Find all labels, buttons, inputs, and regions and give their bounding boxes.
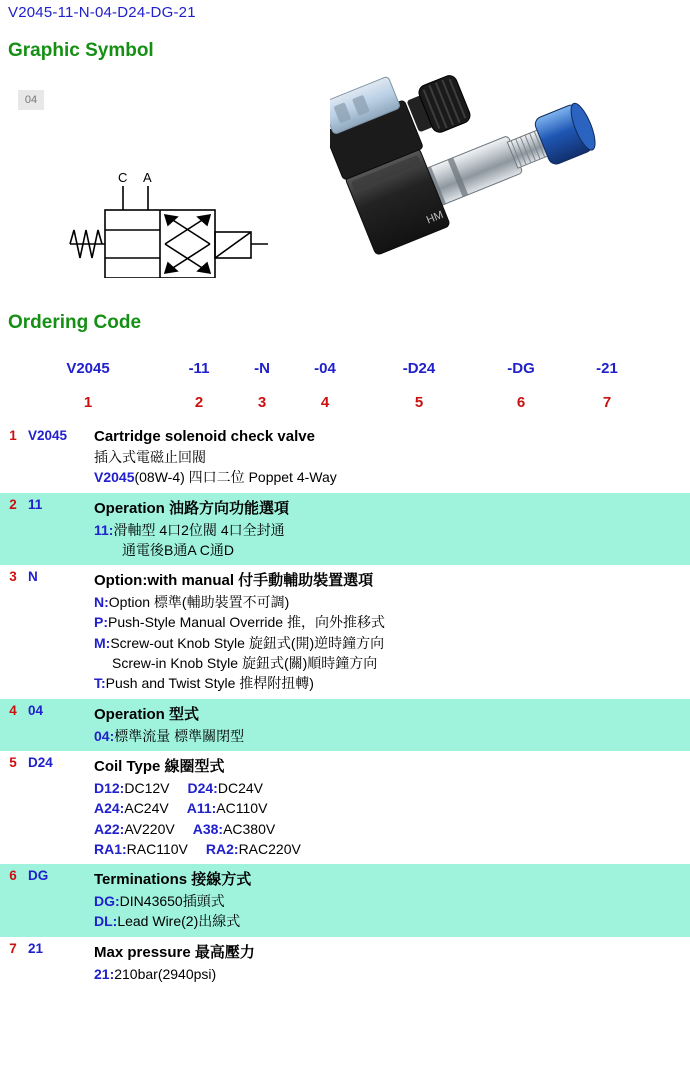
row-description-line: 04:標準流量 標準關閉型 — [94, 727, 245, 744]
option-key: D24: — [187, 779, 218, 796]
section-title-graphic-symbol: Graphic Symbol — [8, 40, 154, 61]
port-label-a: A — [143, 170, 152, 185]
hydraulic-schematic — [10, 78, 310, 278]
row-description-line: N:Option 標準(輔助裝置不可調) — [94, 594, 290, 611]
table-row — [0, 493, 690, 566]
row-description-line: 11:滑軸型 4口2位閥 4口全封通 — [94, 521, 285, 538]
row-description-heading: Cartridge solenoid check valve — [94, 428, 315, 445]
row-description — [92, 864, 690, 937]
row-description-line: DG:DIN43650插頭式 — [94, 893, 225, 910]
ordering-code-index-7: 7 — [602, 394, 612, 411]
ordering-code-index-3: 3 — [257, 394, 267, 411]
schematic-drawing — [10, 78, 310, 278]
option-key: T: — [94, 675, 106, 692]
valve-illustration — [330, 30, 680, 280]
row-index: 5 — [9, 754, 17, 770]
option-key: A24: — [94, 800, 125, 817]
option-key: DG: — [94, 893, 120, 910]
row-description — [92, 699, 690, 751]
row-code: D24 — [28, 754, 53, 770]
ordering-code-table — [0, 424, 690, 989]
ordering-code-part-6: -DG — [507, 360, 535, 377]
row-description-heading: Option:with manual 付手動輔助裝置選項 — [94, 572, 374, 590]
row-code: 21 — [28, 940, 44, 956]
option-key: M: — [94, 634, 111, 651]
row-description-line: RA1:RAC110V RA2:RAC220V — [94, 840, 301, 857]
table-row — [0, 937, 690, 989]
option-key: P: — [94, 614, 108, 631]
option-key: DL: — [94, 913, 118, 930]
table-row — [0, 699, 690, 751]
section-title-ordering-code: Ordering Code — [8, 312, 142, 333]
row-index: 6 — [0, 864, 26, 937]
ordering-code-part-5: -D24 — [402, 360, 436, 377]
row-description-line: 插入式電磁止回閥 — [94, 449, 206, 465]
row-description-line: T:Push and Twist Style 推桿附扭轉) — [94, 675, 314, 692]
option-key: RA2: — [205, 840, 239, 857]
row-index: 4 — [0, 699, 26, 751]
table-row — [0, 565, 690, 698]
option-key: D12: — [94, 779, 125, 796]
port-label-c: C — [118, 170, 128, 185]
row-description-line: 通電後B通A C通D — [122, 541, 235, 558]
ordering-code-index-4: 4 — [320, 394, 330, 411]
row-code: N — [28, 569, 38, 585]
row-index: 2 — [0, 493, 26, 566]
row-code: 11 — [26, 493, 92, 566]
ordering-code-numbers — [0, 394, 690, 420]
ordering-code-index-2: 2 — [194, 394, 204, 411]
table-row — [0, 424, 690, 493]
row-index: 1 — [9, 428, 17, 443]
option-key: A38: — [192, 820, 224, 837]
row-description — [92, 493, 690, 566]
ordering-code-index-5: 5 — [414, 394, 424, 411]
row-code: DG — [26, 864, 92, 937]
row-description-heading: Operation 油路方向功能選項 — [94, 499, 290, 517]
row-description — [92, 565, 690, 698]
ordering-code-parts — [0, 360, 690, 386]
row-description-heading: Terminations 接線方式 — [94, 871, 252, 889]
row-description-line: A24:AC24V A11:AC110V — [94, 800, 268, 817]
table-row — [0, 864, 690, 937]
row-description — [92, 424, 690, 493]
row-description-line: D12:DC12V D24:DC24V — [94, 779, 263, 796]
row-description — [92, 937, 690, 989]
ordering-code-part-1: V2045 — [66, 360, 110, 377]
option-key: A11: — [186, 800, 217, 817]
ordering-code-part-3: -N — [254, 360, 270, 377]
row-description-line: P:Push-Style Manual Override 推，向外推移式 — [94, 614, 385, 631]
row-description-line: M:Screw-out Knob Style 旋鈕式(開)逆時鐘方向 — [94, 634, 385, 651]
ordering-code-part-4: -04 — [314, 360, 336, 377]
row-description-heading: Max pressure 最高壓力 — [94, 943, 255, 961]
row-description-line: A22:AV220V A38:AC380V — [94, 820, 276, 837]
schematic-badge: 04 — [18, 90, 44, 110]
row-description-heading: Coil Type 線圈型式 — [94, 757, 225, 775]
svg-text:HM: HM — [424, 209, 446, 227]
row-code: V2045 — [28, 428, 68, 443]
option-key: V2045 — [94, 469, 135, 486]
table-row — [0, 751, 690, 864]
option-key: 11: — [94, 521, 114, 538]
ordering-code-index-6: 6 — [516, 394, 526, 411]
option-key: 21: — [94, 965, 115, 982]
row-index: 7 — [9, 940, 17, 956]
ordering-code-part-7: -21 — [596, 360, 618, 377]
row-index: 3 — [9, 569, 17, 585]
row-description-line: 21:210bar(2940psi) — [94, 965, 217, 982]
option-key: RA1: — [94, 840, 127, 857]
product-photo — [330, 30, 680, 280]
row-description-line: Screw-in Knob Style 旋鈕式(關)順時鐘方向 — [112, 655, 378, 672]
option-key: 04: — [94, 727, 115, 744]
option-key: A22: — [94, 820, 125, 837]
row-code: 04 — [26, 699, 92, 751]
page-title: V2045-11-N-04-D24-DG-21 — [8, 4, 196, 21]
row-description — [92, 751, 690, 864]
row-description-line: DL:Lead Wire(2)出線式 — [94, 913, 241, 930]
ordering-code-index-1: 1 — [83, 394, 93, 411]
option-key: N: — [94, 594, 109, 611]
row-description-line: V2045(08W-4) 四口二位 Poppet 4-Way — [94, 469, 337, 486]
row-description-heading: Operation 型式 — [94, 705, 200, 723]
ordering-code-part-2: -11 — [188, 360, 210, 377]
